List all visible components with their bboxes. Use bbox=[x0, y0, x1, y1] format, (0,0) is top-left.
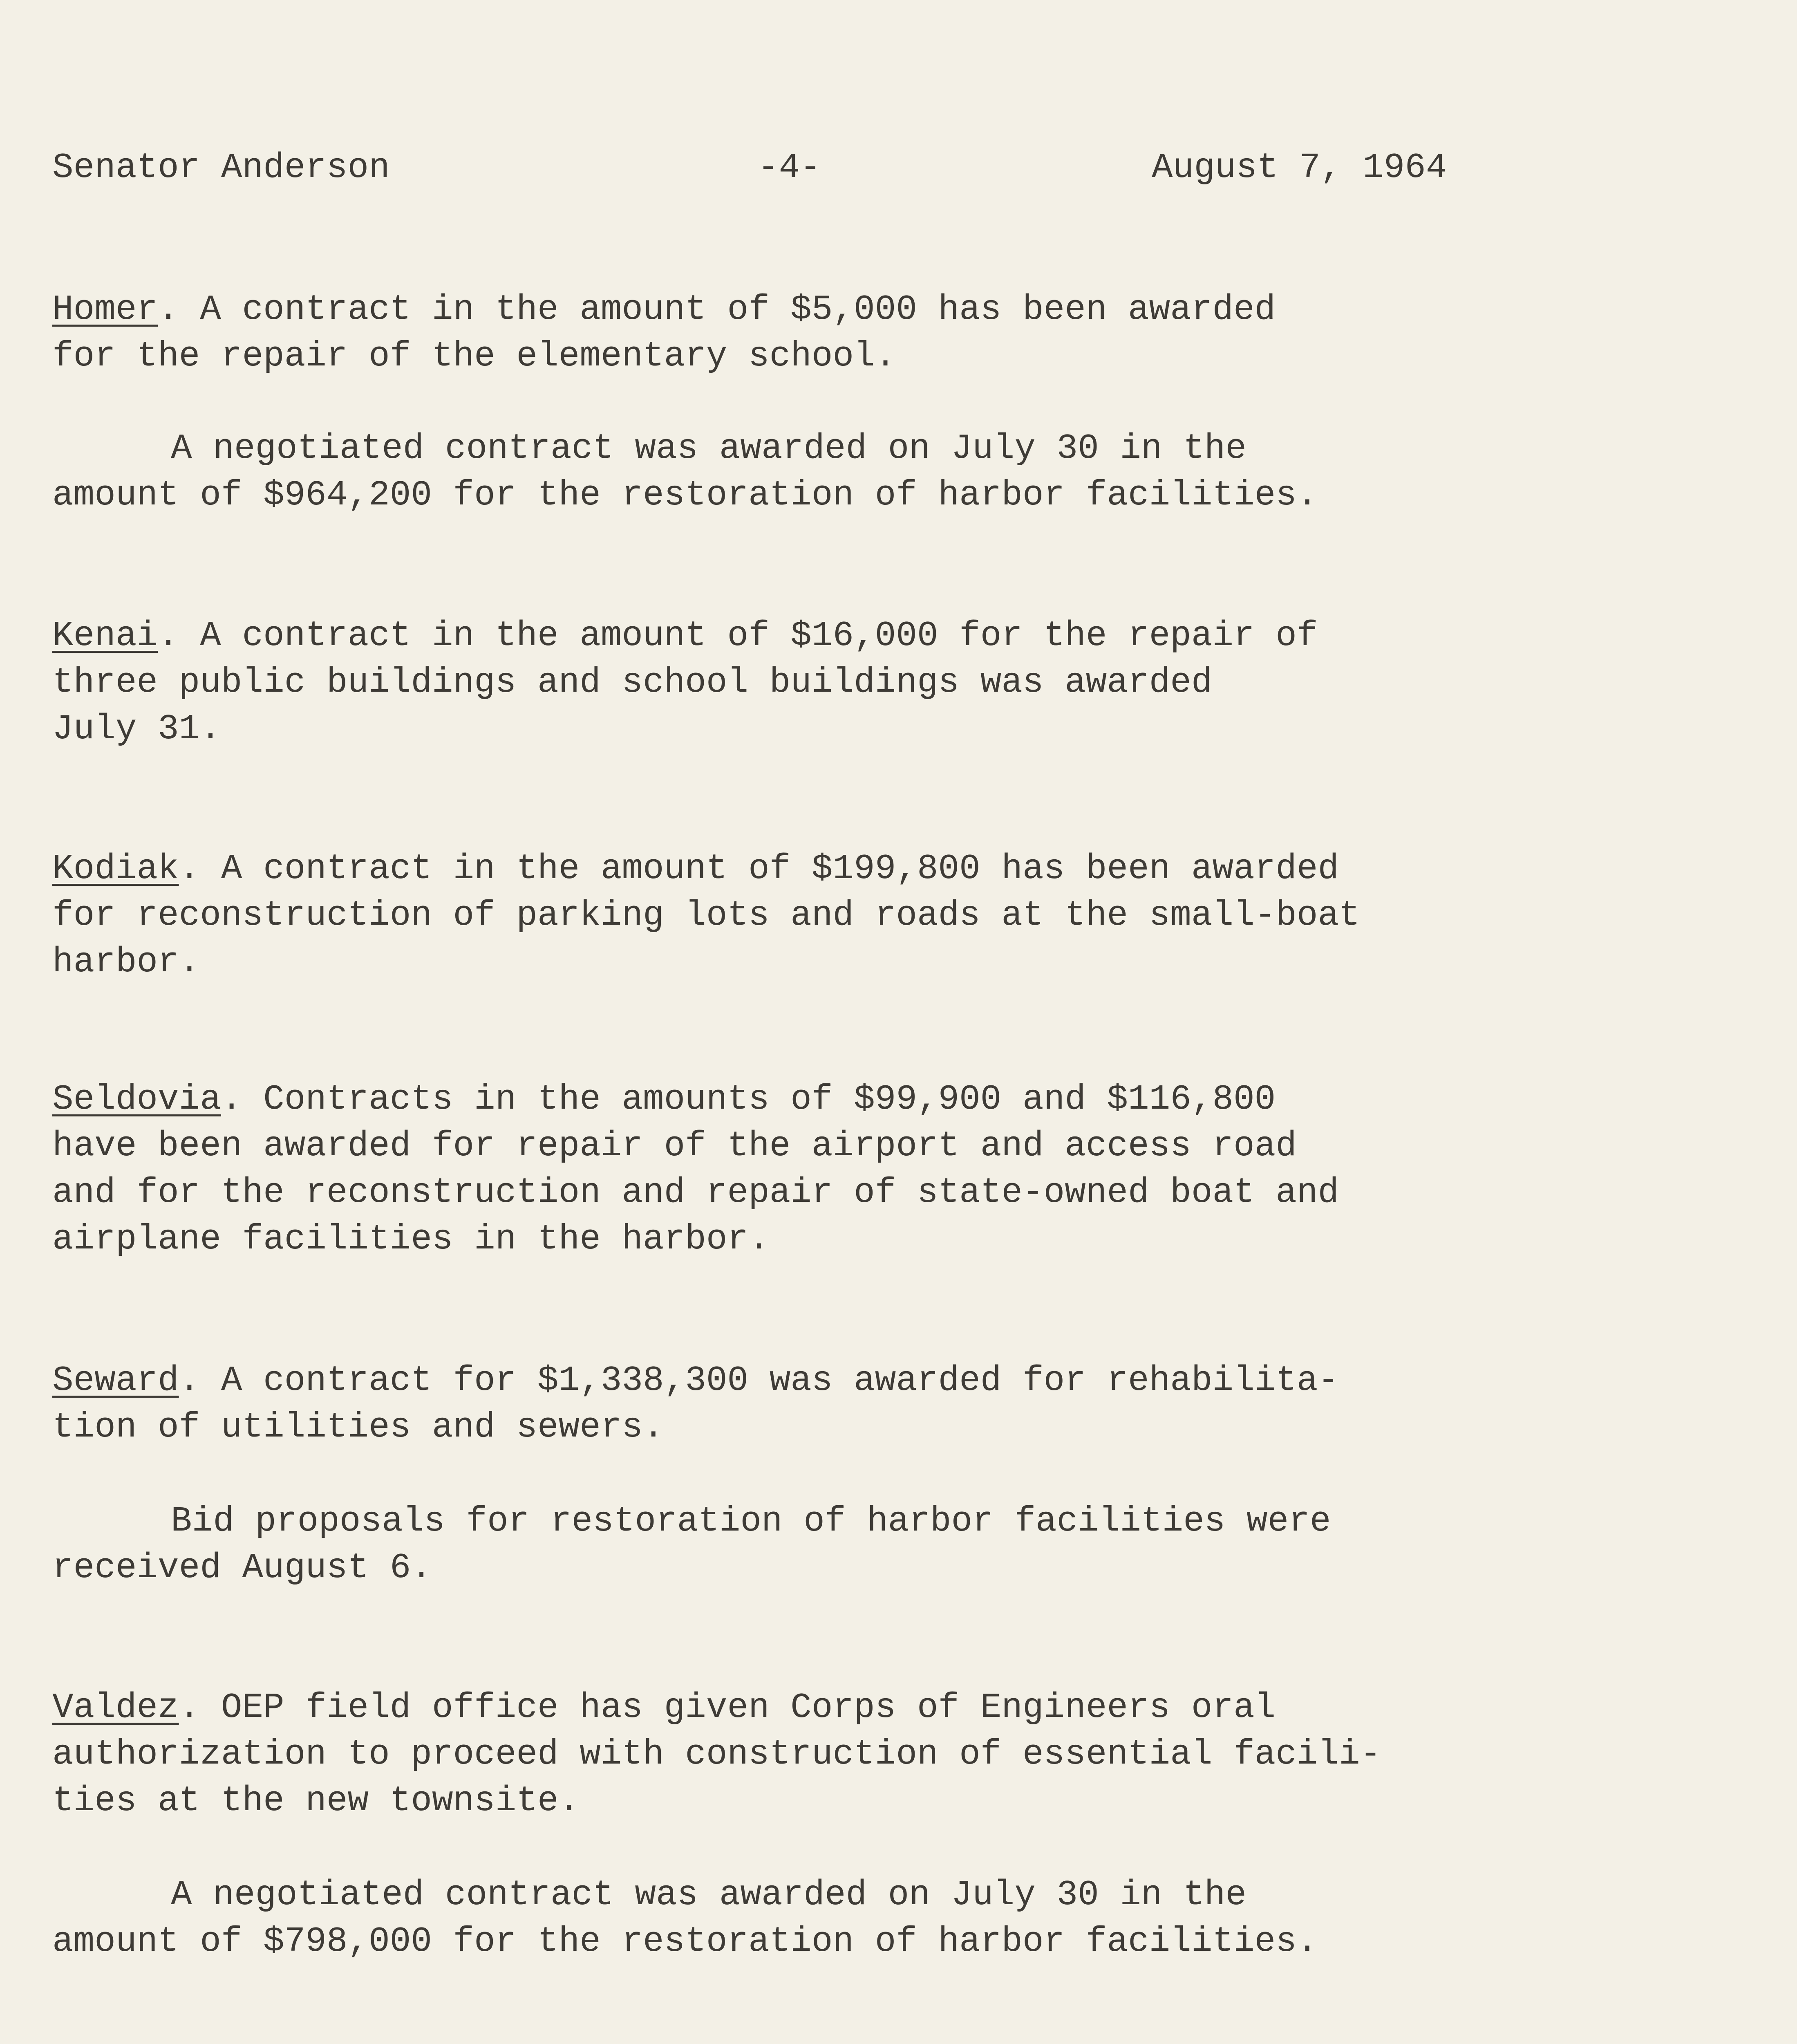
paragraph-seward-bids: Bid proposals for restoration of harbor facilities were received August 6. bbox=[52, 1501, 1331, 1588]
place-name-valdez: Valdez bbox=[52, 1688, 179, 1728]
place-name-seldovia: Seldovia bbox=[52, 1079, 221, 1119]
place-name-seward: Seward bbox=[52, 1360, 179, 1401]
paragraph-text: . A contract in the amount of $5,000 has been awarded for the repair of the elementary school. bbox=[52, 289, 1276, 376]
header-date: August 7, 1964 bbox=[1152, 148, 1447, 188]
paragraph-homer bbox=[52, 286, 1626, 379]
paragraph-text: . A contract in the amount of $16,000 for the repair of three public buildings and school buildings was awarded July 31. bbox=[52, 616, 1318, 749]
page-header bbox=[52, 143, 1507, 192]
paragraph-kenai bbox=[52, 612, 1626, 752]
header-addressee: Senator Anderson bbox=[52, 148, 390, 188]
paragraph-homer-harbor: A negotiated contract was awarded on July 30 in the amount of $964,200 for the restoration of harbor facilities. bbox=[52, 428, 1318, 515]
paragraph-text: . Contracts in the amounts of $99,900 and $116,800 have been awarded for repair of the airport and access road and for the reconstruction and repair of state-owned boat and airplane facilities in the harbor. bbox=[52, 1079, 1339, 1259]
paragraph-text: . OEP field office has given Corps of Engineers oral authorization to proceed with construction of essential facili- ties at the new townsite. bbox=[52, 1688, 1381, 1821]
paragraph-valdez-harbor: A negotiated contract was awarded on July 30 in the amount of $798,000 for the restoration of harbor facilities. bbox=[52, 1875, 1318, 1961]
paragraph-text: . A contract for $1,338,300 was awarded for rehabilita- tion of utilities and sewers. bbox=[52, 1360, 1339, 1447]
page-number: -4- bbox=[758, 148, 821, 188]
paragraph-kodiak bbox=[52, 845, 1626, 985]
place-name-kodiak: Kodiak bbox=[52, 849, 179, 889]
paragraph-seldovia bbox=[52, 1076, 1626, 1262]
place-name-kenai: Kenai bbox=[52, 616, 158, 656]
paragraph-seward bbox=[52, 1357, 1626, 1450]
place-name-homer: Homer bbox=[52, 289, 158, 329]
paragraph-valdez bbox=[52, 1684, 1626, 1824]
paragraph-text: . A contract in the amount of $199,800 has been awarded for reconstruction of parking lots and roads at the small-boat harbor. bbox=[52, 849, 1360, 982]
